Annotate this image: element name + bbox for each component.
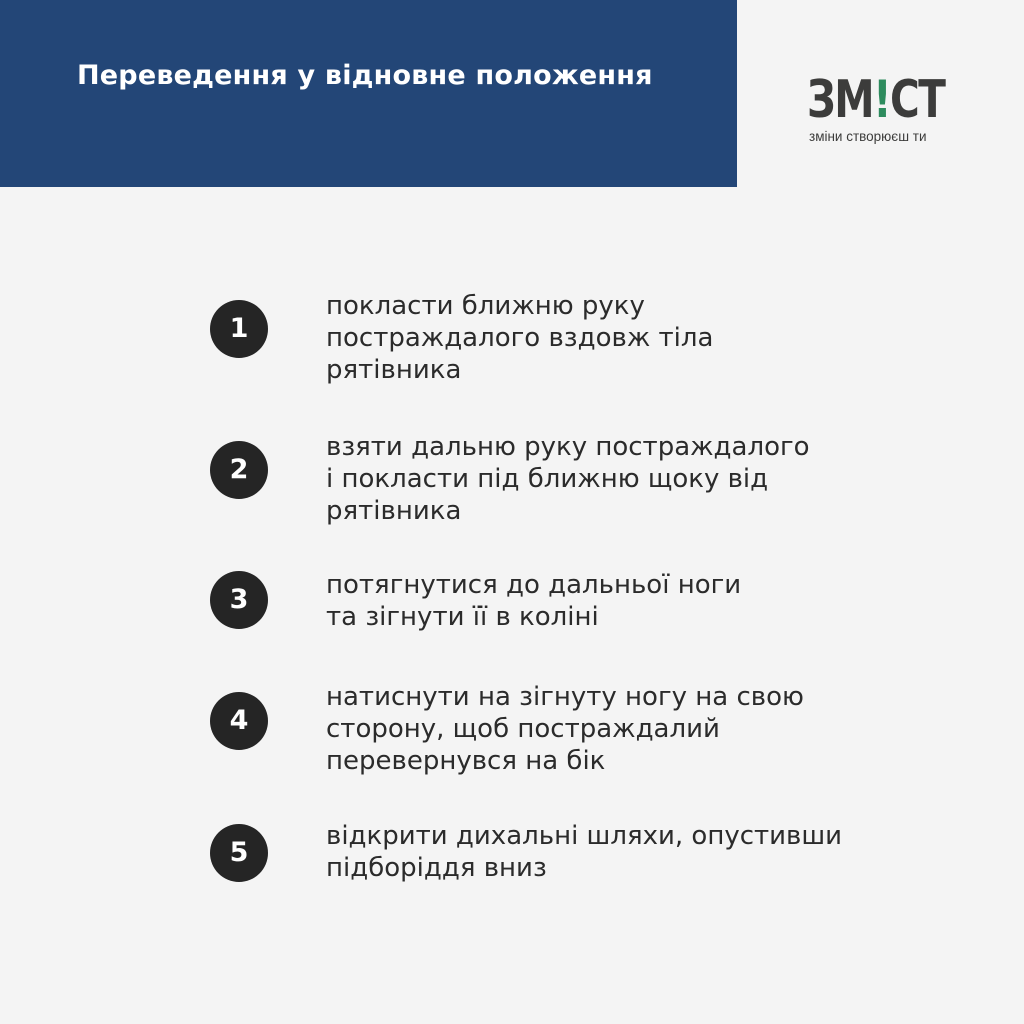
step-number-badge: 1 [210, 300, 268, 358]
logo-tagline: зміни створюєш ти [809, 129, 927, 144]
logo-word-suffix: СТ [890, 70, 945, 130]
step-number-badge: 4 [210, 692, 268, 750]
step-text: відкрити дихальні шляхи, опустивши підборіддя вниз [326, 821, 843, 883]
step-text: покласти ближню руку постраждалого вздовж тіла рятівника [326, 291, 714, 385]
step-number-badge: 5 [210, 824, 268, 882]
step-text: потягнутися до дальньої ноги та зігнути її в коліні [326, 570, 742, 632]
logo-word-prefix: ЗМ [807, 70, 874, 130]
step-text: взяти дальню руку постраждалого і покласти під ближню щоку від рятівника [326, 432, 810, 526]
step-text: натиснути на зігнуту ногу на свою сторону, щоб постраждалий перевернувся на бік [326, 682, 804, 776]
logo-word-accent: ! [873, 70, 891, 130]
step-number-badge: 2 [210, 441, 268, 499]
page-title: Переведення у відновне положення [77, 60, 653, 91]
step-number-badge: 3 [210, 571, 268, 629]
